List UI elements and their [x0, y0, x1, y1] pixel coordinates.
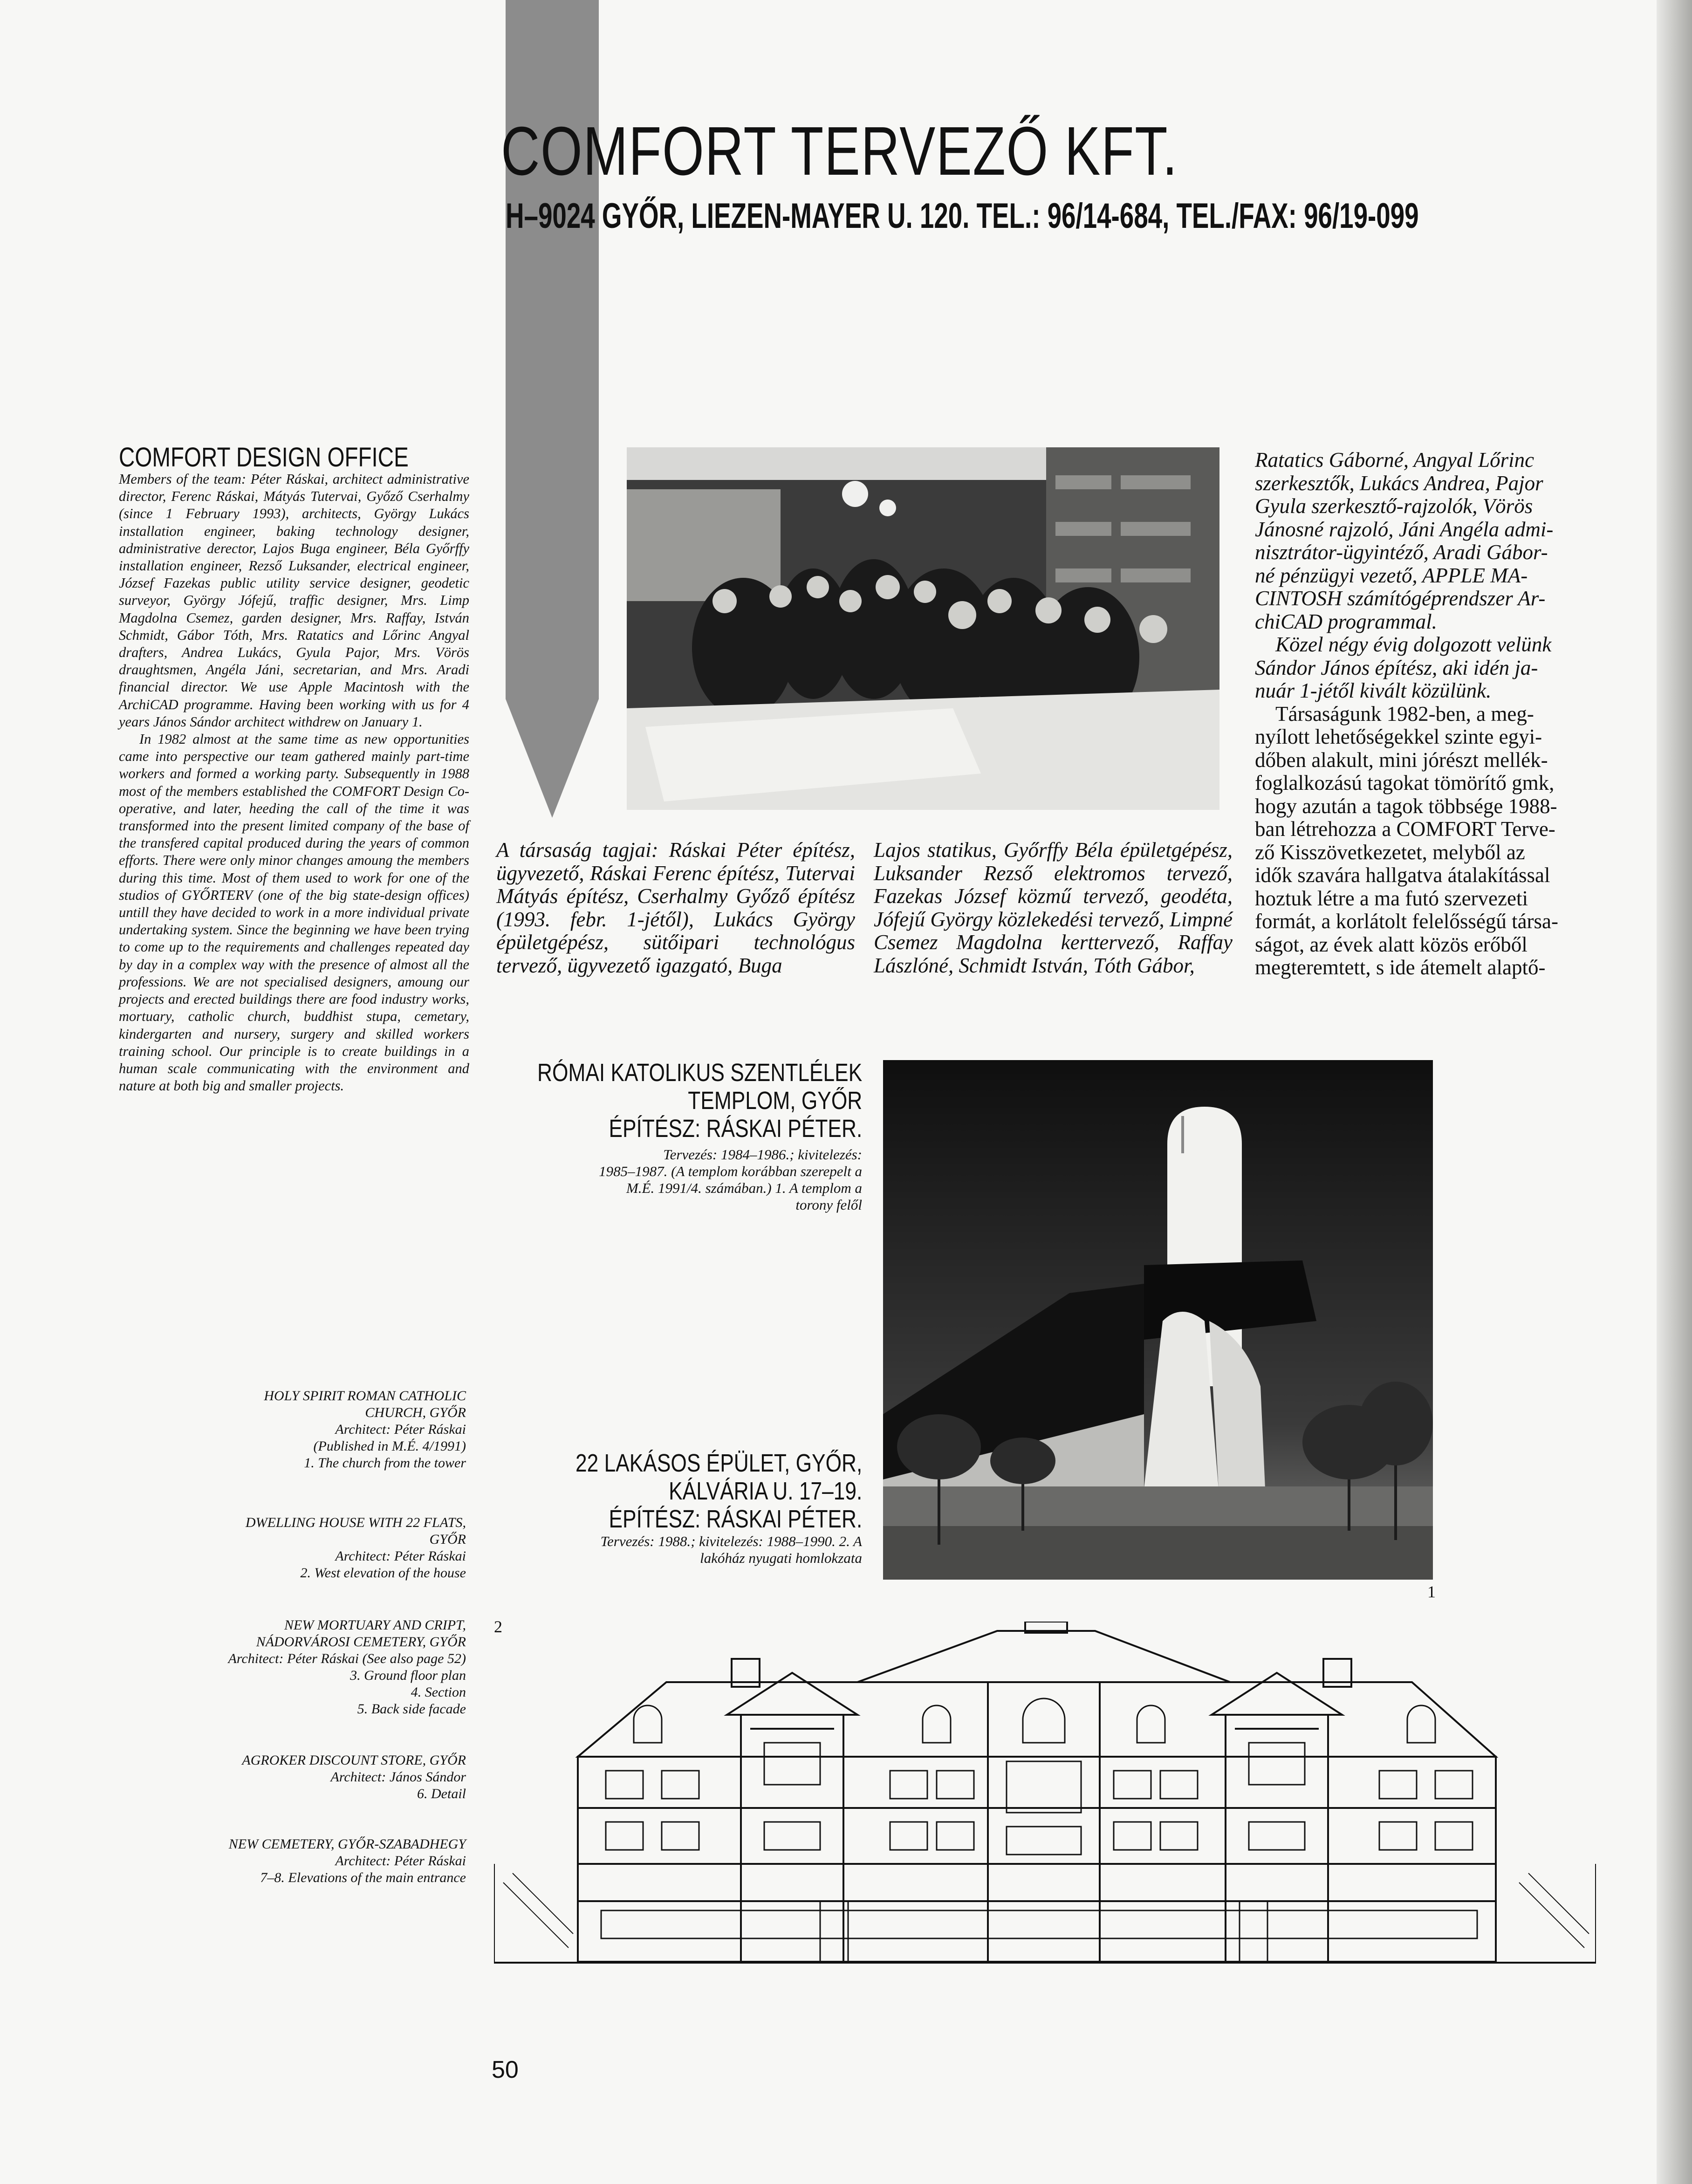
hungarian-text-col2: Lajos statikus, Győrffy Béla épületgépész, Luksander Rezső elektromos tervező, Fazekas József közmű tervező, geodéta, Jófejű György közlekedési tervező, Limpné Csemez Magdolna kerttervező, Raffay Lászlóné, Schmidt István, Tóth Gábor, — [874, 838, 1233, 977]
text-line: chiCAD programmal. — [1255, 609, 1437, 633]
hungarian-text-col3 — [1255, 449, 1600, 979]
text-line: Jánosné rajzoló, Jáni Angéla admi- — [1255, 517, 1554, 541]
church-heading — [537, 1059, 862, 1143]
text-line: Gyula szerkesztő-rajzolók, Vörös — [1255, 494, 1533, 518]
text-line: idők szavára hallgatva átalakítással — [1255, 863, 1550, 887]
company-address: H–9024 GYŐR, LIEZEN-MAYER U. 120. TEL.: 96/14-684, TEL./FAX: 96/19-099 — [506, 196, 1419, 236]
caption-line: Tervezés: 1984–1986.; kivitelezés: — [663, 1146, 862, 1163]
text-line: hogy azután a tagok többsége 1988- — [1255, 794, 1557, 818]
text-line: Sándor János építész, aki idén ja- — [1255, 656, 1538, 679]
caption-mortuary — [130, 1617, 466, 1718]
text-line: né pénzügyi vezető, APPLE MA- — [1255, 563, 1528, 587]
heading-line: ÉPÍTÉSZ: RÁSKAI PÉTER. — [609, 1115, 862, 1143]
church-caption — [599, 1146, 862, 1213]
figure-number: 1 — [1427, 1582, 1436, 1601]
caption-line: torony felől — [795, 1197, 862, 1213]
caption-line: 1. The church from the tower — [304, 1455, 466, 1471]
west-elevation-drawing — [494, 1622, 1596, 1965]
heading-line: KÁLVÁRIA U. 17–19. — [668, 1477, 862, 1505]
caption-line: NEW MORTUARY AND CRIPT, — [284, 1617, 466, 1633]
caption-line: Architect: János Sándor — [330, 1769, 466, 1785]
caption-line: 3. Ground floor plan — [350, 1668, 466, 1683]
english-heading: COMFORT DESIGN OFFICE — [119, 442, 409, 472]
text-line: ságot, az évek alatt közös erőből — [1255, 932, 1528, 956]
caption-line: NÁDORVÁROSI CEMETERY, GYŐR — [256, 1634, 466, 1650]
text-line: Közel négy évig dolgozott velünk — [1275, 633, 1552, 656]
team-photo — [627, 447, 1219, 810]
text-line: nyílott lehetőségekkel szinte egyi- — [1255, 725, 1542, 748]
text-line: nisztrátor-ügyintéző, Aradi Gábor- — [1255, 541, 1548, 564]
text-line: szerkesztők, Lukács Andrea, Pajor — [1255, 471, 1543, 495]
text-line: dőben alakult, mini jórészt mellék- — [1255, 748, 1548, 772]
english-paragraph: In 1982 almost at the same time as new opportunities came into perspective our team gathered mainly part-time workers and formed a working party. Subsequently in 1988 most of the members established the COMFORT Design Co-operative, and later, heeding the call of the time it was transformed into the present limited company of the base of the transfered capital produced during the years of common efforts. There were only minor changes amoung the members during this time. Most of them used to work for one of the studios of GYŐRTERV (one of the big state-design offices) untill they have decided to work in a more individual private undertaking system. Since the beginning we have been trying to come up to the requirements and challenges repeated day by day in a complex way with the presence of almost all the professions. We are not specialised designers, amoung our projects and erected buildings there are food industry works, mortuary, catholic church, buddhist stupa, cemetary, kindergarten and nursery, surgery and skilled workers training school. Our principle is to create buildings in a human scale communicating with the environment and nature at both big and smaller projects. — [119, 731, 469, 1094]
text-line: Ratatics Gáborné, Angyal Lőrinc — [1255, 448, 1534, 472]
caption-line: 5. Back side facade — [357, 1701, 466, 1717]
caption-line: Tervezés: 1988.; kivitelezés: 1988–1990. 2. A — [600, 1533, 862, 1549]
caption-line: 7–8. Elevations of the main entrance — [260, 1870, 466, 1885]
caption-line: Architect: Péter Ráskai — [335, 1422, 466, 1437]
flats-caption — [601, 1533, 862, 1567]
text-line: ban létrehozza a COMFORT Terve- — [1255, 817, 1555, 841]
caption-agroker — [130, 1752, 466, 1802]
caption-line: Architect: Péter Ráskai — [335, 1853, 466, 1869]
caption-flats — [130, 1514, 466, 1582]
caption-line: lakóház nyugati homlokzata — [700, 1550, 862, 1566]
caption-line: 6. Detail — [417, 1786, 466, 1801]
heading-line: 22 LAKÁSOS ÉPÜLET, GYŐR, — [575, 1449, 862, 1477]
text-line: ző Kisszövetkezetet, melyből az — [1255, 840, 1525, 864]
caption-line: 2. West elevation of the house — [300, 1565, 466, 1581]
caption-line: M.É. 1991/4. számában.) 1. A templom a — [626, 1180, 862, 1196]
flats-heading — [575, 1449, 862, 1533]
caption-line: 1985–1987. (A templom korábban szerepelt a — [599, 1163, 862, 1179]
team-photo-illustration — [627, 447, 1219, 810]
caption-cemetery — [130, 1836, 466, 1886]
text-line: foglalkozású tagokat tömörítő gmk, — [1255, 771, 1555, 794]
heading-line: ÉPÍTÉSZ: RÁSKAI PÉTER. — [609, 1505, 862, 1533]
page-edge-shadow — [1657, 0, 1692, 2184]
caption-line: 4. Section — [411, 1684, 466, 1700]
heading-line: TEMPLOM, GYŐR — [688, 1087, 862, 1115]
caption-line: (Published in M.É. 4/1991) — [313, 1438, 466, 1454]
caption-line: GYŐR — [429, 1532, 466, 1547]
church-photo — [883, 1060, 1433, 1580]
caption-line: CHURCH, GYŐR — [365, 1405, 466, 1420]
english-paragraph: Members of the team: Péter Ráskai, architect administrative director, Ferenc Ráskai, Mátyás Tutervai, Győző Cserhalmy (since 1 February 1993), architects, György Lukács installation engineer, baking technology designer, administrative derector, Lajos Buga engineer, Béla Győrffy installation engineer, Rezső Luksander, electrical engineer, József Fazekas public utility service designer, geodetic surveyor, György Jófejű, traffic designer, Mrs. Limp Magdolna Csemez, garden designer, Mrs. Raffay, István Schmidt, Gábor Tóth, Mrs. Ratatics and Lőrinc Angyal drafters, Andrea Lukács, Gyula Pajor, Mrs. Vörös draughtsmen, Angéla Jáni, secretarian, and Mrs. Aradi financial director. We use Apple Macintosh with the ArchiCAD programme. Having been working with us for 4 years János Sándor architect withdrew on January 1. — [119, 471, 469, 730]
decorative-grey-arrow — [503, 298, 601, 820]
company-title: COMFORT TERVEZŐ KFT. — [501, 113, 1178, 190]
text-line: hoztuk létre a ma futó szervezeti — [1255, 886, 1528, 910]
hungarian-text-col1: A társaság tagjai: Ráskai Péter építész, ügyvezető, Ráskai Ferenc építész, Tutervai Mátyás építész, Cserhalmy Győző építész (1993. febr. 1-jétől), Lukács György épületgépész, sütőipari technológus tervező, ügyvezető igazgató, Buga — [496, 838, 855, 977]
caption-line: Architect: Péter Ráskai (See also page 52) — [228, 1651, 466, 1666]
text-line: Társaságunk 1982-ben, a meg- — [1275, 702, 1534, 726]
text-line: nuár 1-jétől kivált közülünk. — [1255, 679, 1492, 702]
caption-line: AGROKER DISCOUNT STORE, GYŐR — [242, 1753, 466, 1768]
page-number: 50 — [492, 2056, 519, 2083]
text-line: megteremtett, s ide átemelt alaptő- — [1255, 956, 1546, 979]
caption-line: DWELLING HOUSE WITH 22 FLATS, — [245, 1515, 466, 1530]
caption-line: NEW CEMETERY, GYŐR-SZABADHEGY — [228, 1836, 466, 1852]
caption-line: Architect: Péter Ráskai — [335, 1548, 466, 1564]
heading-line: RÓMAI KATOLIKUS SZENTLÉLEK — [537, 1059, 862, 1087]
text-line: CINTOSH számítógéprendszer Ar- — [1255, 587, 1546, 610]
text-line: formát, a korlátolt felelősségű társa- — [1255, 910, 1559, 933]
english-body — [119, 471, 469, 1095]
figure-number: 2 — [494, 1617, 502, 1636]
caption-church — [130, 1388, 466, 1472]
caption-line: HOLY SPIRIT ROMAN CATHOLIC — [264, 1388, 466, 1404]
church-photo-illustration — [883, 1060, 1433, 1580]
